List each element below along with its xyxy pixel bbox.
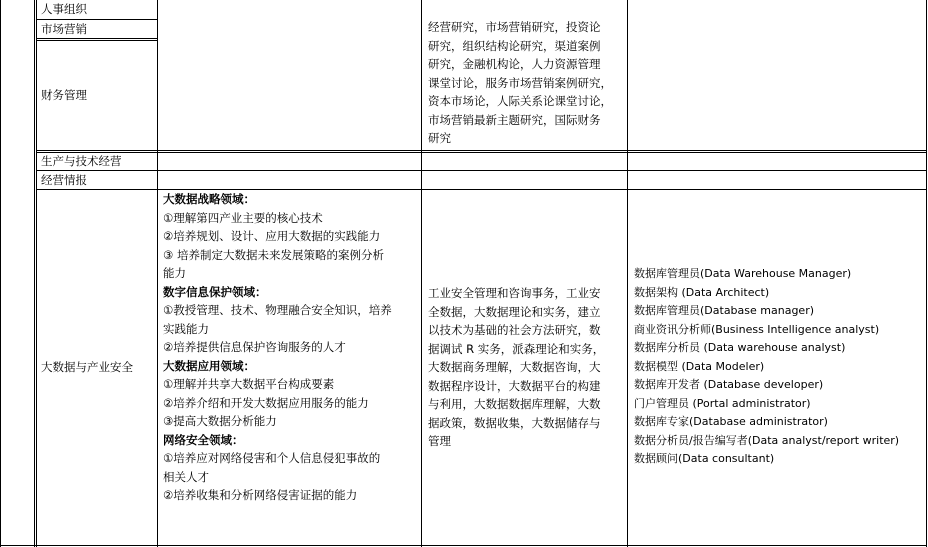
goal-line: ②培养介绍和开发大数据应用服务的能力 — [163, 395, 369, 410]
bigdata-goals-cell — [163, 190, 392, 505]
course-line: 以技术为基础的社会方法研究，数 — [428, 323, 601, 337]
goal-line: ①教授管理、技术、物理融合安全知识，培养 — [163, 303, 392, 317]
grid-line — [36, 150, 927, 151]
career-line: 数据库专家(Database administrator) — [634, 415, 828, 428]
career-line: 数据库开发者 (Database developer) — [634, 378, 824, 391]
goal-line: ③ 培养制定大数据未来发展策略的案例分析 — [163, 247, 384, 262]
course-line: 研究 — [428, 131, 451, 145]
goal-line: 实践能力 — [163, 321, 209, 336]
career-line: 数据分析员/报告编写者(Data analyst/report writer) — [634, 433, 900, 447]
grid-line — [36, 40, 158, 41]
grid-line — [0, 545, 927, 546]
career-line: 数据顾问(Data consultant) — [634, 452, 775, 465]
course-line: 研究，组织结构论研究，渠道案例 — [428, 38, 601, 53]
course-line: 市场营销最新主题研究，国际财务 — [428, 112, 601, 127]
course-line: 研究，金融机构论，人力资源管理 — [428, 57, 601, 71]
grid-line — [0, 0, 1, 547]
career-line: 数据库管理员(Database manager) — [634, 304, 815, 317]
goal-line: ②培养规划、设计、应用大数据的实践能力 — [163, 229, 381, 243]
goal-line: ①理解并共享大数据平台构成要素 — [163, 377, 335, 391]
goal-heading: 网络安全领域： — [163, 432, 244, 447]
category-label: 财务管理 — [41, 88, 87, 102]
course-line: 大数据商务理解，大数据咨询，大 — [428, 360, 601, 374]
career-line: 商业资讯分析师(Business Intelligence analyst) — [634, 322, 880, 336]
course-line: 全数据，大数据理论和实务，建立 — [428, 304, 601, 319]
category-label: 人事组织 — [41, 2, 87, 16]
goal-line: ②培养收集和分析网络侵害证据的能力 — [163, 488, 358, 502]
course-line: 数据程序设计，大数据平台的构建 — [428, 378, 601, 393]
goal-line: ①理解第四产业主要的核心技术 — [163, 210, 323, 225]
bigdata-courses-cell — [428, 284, 604, 451]
goal-line: ②培养提供信息保护咨询服务的人才 — [163, 340, 346, 354]
grid-line — [926, 0, 927, 547]
grid-line — [421, 0, 422, 547]
course-line: 课堂讨论，服务市场营销案例研究， — [428, 75, 612, 90]
grid-line — [157, 0, 158, 547]
career-line: 数据库管理员(Data Warehouse Manager) — [634, 267, 852, 280]
course-line: 资本市场论，人际关系论课堂讨论， — [428, 94, 612, 108]
category-label: 经营情报 — [41, 173, 87, 187]
course-line: 据政策，数据收集，大数据储存与 — [428, 415, 601, 430]
bigdata-careers-cell — [634, 265, 899, 469]
finance-courses-cell — [428, 18, 612, 148]
career-line: 门户管理员 (Portal administrator) — [634, 396, 811, 410]
goal-heading: 大数据应用领域： — [163, 358, 255, 373]
goal-line: ③提高大数据分析能力 — [163, 414, 277, 428]
career-line: 数据库分析员 (Data warehouse analyst) — [634, 341, 846, 354]
goal-line: ①培养应对网络侵害和个人信息侵犯事故的 — [163, 451, 381, 465]
grid-line — [34, 0, 35, 547]
category-label: 大数据与产业安全 — [41, 360, 133, 374]
grid-line — [36, 170, 927, 171]
course-line: 管理 — [428, 434, 451, 448]
course-line: 工业安全管理和咨询事务，工业安 — [428, 286, 601, 300]
course-line: 据调试 R 实务，派森理论和实务， — [428, 341, 605, 356]
category-label: 市场营销 — [41, 22, 87, 36]
course-line: 与利用，大数据数据库理解，大数 — [428, 397, 601, 411]
goal-heading: 大数据战略领域： — [163, 192, 255, 206]
career-line: 数据架构 (Data Architect) — [634, 285, 770, 299]
goal-line: 相关人才 — [163, 469, 209, 484]
goal-heading: 数字信息保护领域： — [163, 284, 267, 299]
grid-line — [627, 0, 628, 547]
career-line: 数据模型 (Data Modeler) — [634, 359, 765, 373]
category-label: 生产与技术经营 — [41, 154, 122, 168]
goal-line: 能力 — [163, 266, 186, 280]
grid-line — [36, 152, 927, 153]
course-line: 经营研究，市场营销研究，投资论 — [428, 20, 601, 34]
grid-line — [36, 0, 37, 547]
